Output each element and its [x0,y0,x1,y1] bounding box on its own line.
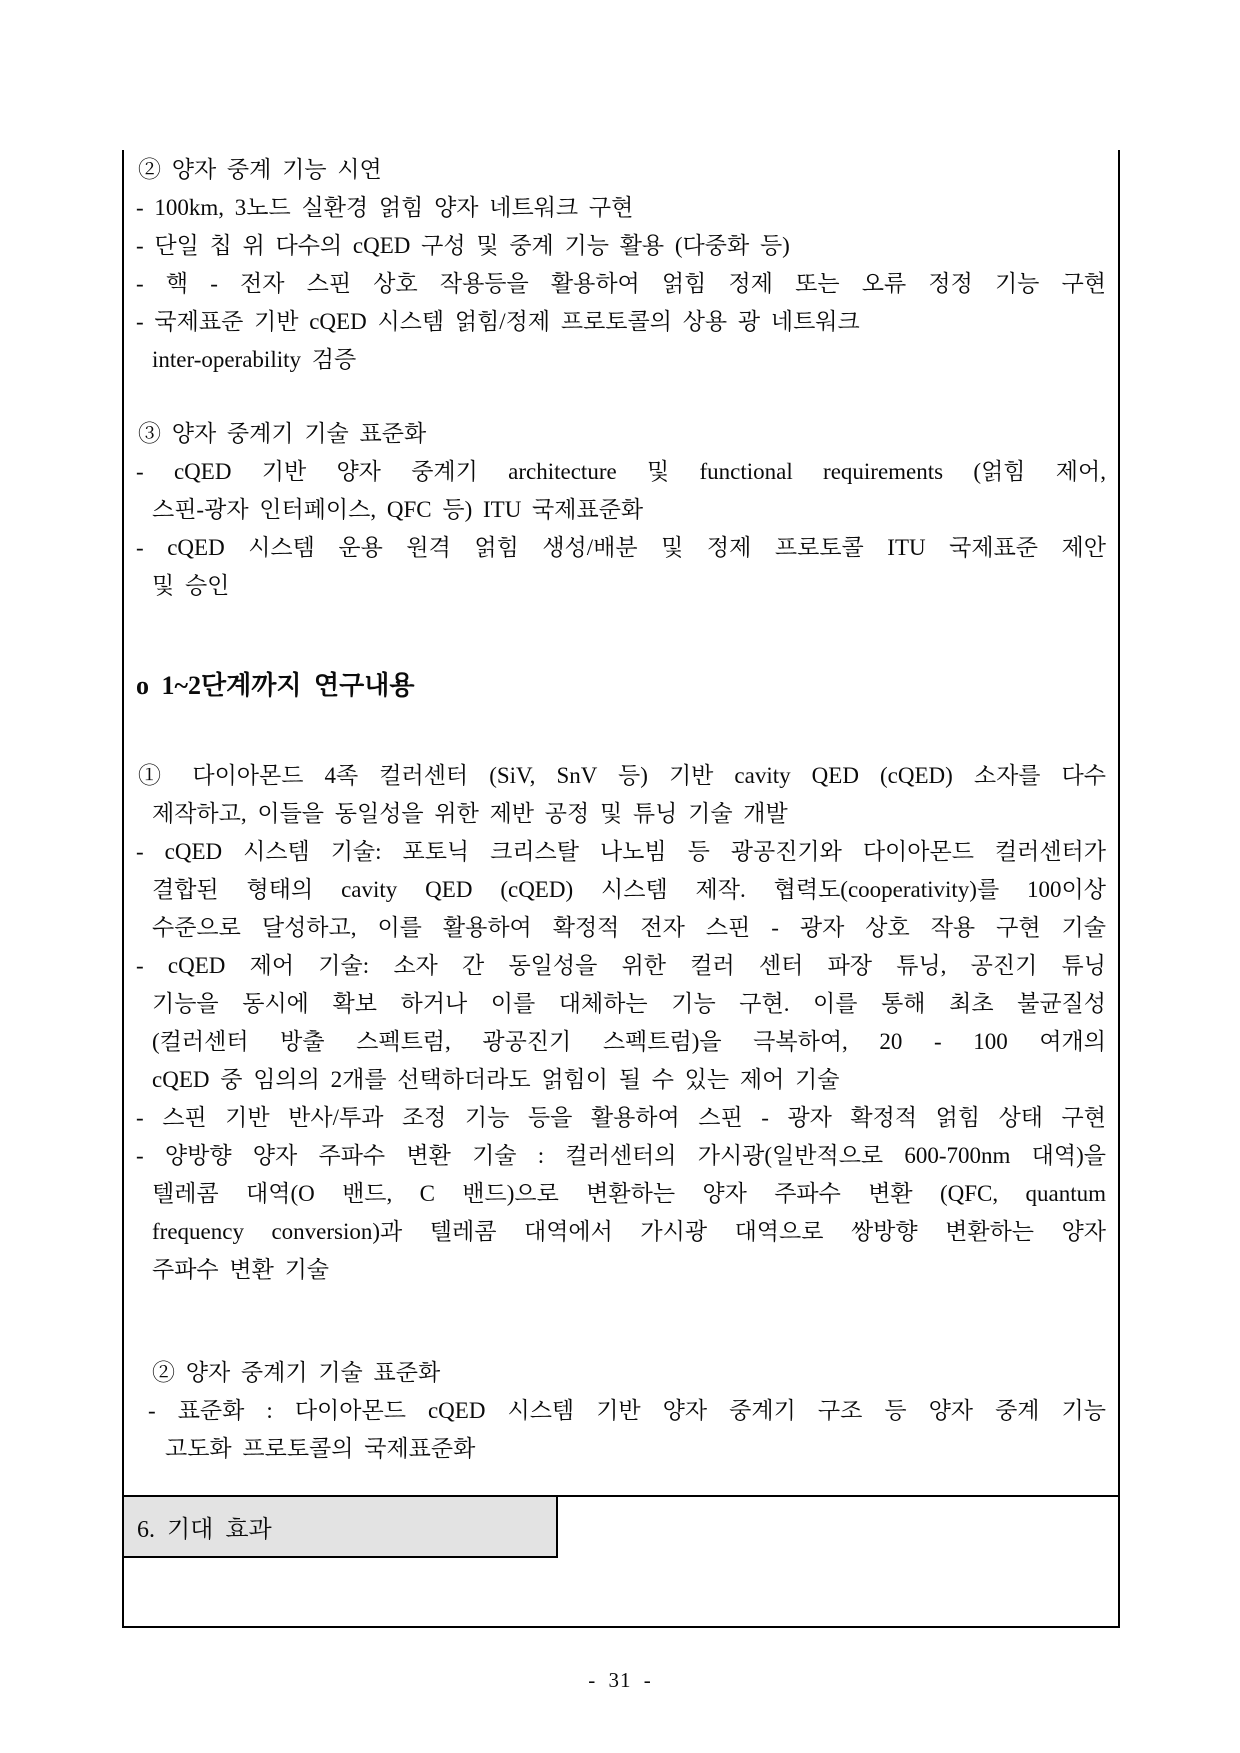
text-line: ② 양자 중계 기능 시연 [138,157,382,182]
section-header-expected-effects [124,1497,558,1558]
content-lines [124,150,1118,1468]
text-line: 수준으로 달성하고, 이를 활용하여 확정적 전자 스핀 - 광자 상호 작용 구현 기술 [152,915,1106,940]
content-table [122,150,1120,1628]
text-line: inter-operability 검증 [152,347,357,372]
section-gap [124,605,1118,665]
expected-effects-row [124,1497,1118,1624]
text-line: - cQED 시스템 기술: 포토닉 크리스탈 나노빔 등 광공진기와 다이아몬드 컬러센터가 [136,839,1106,864]
text-line: - cQED 시스템 운용 원격 얽힘 생성/배분 및 정제 프로토콜 ITU 국제표준 제안 [136,535,1106,560]
text-line: 및 승인 [152,573,230,598]
text-line: - 핵 - 전자 스핀 상호 작용등을 활용하여 얽힘 정제 또는 오류 정정 기능 구현 [136,271,1106,296]
section-gap [124,1289,1118,1354]
text-line: ① 다이아몬드 4족 컬러센터 (SiV, SnV 등) 기반 cavity QED (cQED) 소자를 다수 [138,763,1106,788]
page-number: - 31 - [588,1668,652,1692]
text-line: - cQED 기반 양자 중계기 architecture 및 functional requirements (얽힘 제어, [136,459,1106,484]
section-header-label: 6. 기대 효과 [137,1517,272,1543]
text-line: - 양방향 양자 주파수 변환 기술 : 컬러센터의 가시광(일반적으로 600-700nm 대역)을 [136,1143,1106,1168]
main-content-cell [124,150,1118,1497]
text-line: - 단일 칩 위 다수의 cQED 구성 및 중계 기능 활용 (다중화 등) [136,233,790,258]
text-line: ② 양자 중계기 기술 표준화 [152,1360,441,1385]
text-line: 결합된 형태의 cavity QED (cQED) 시스템 제작. 협력도(cooperativity)를 100이상 [152,877,1106,902]
text-line: 제작하고, 이들을 동일성을 위한 제반 공정 및 튜닝 기술 개발 [152,801,788,826]
text-line: 주파수 변환 기술 [152,1257,330,1282]
text-line: 기능을 동시에 확보 하거나 이를 대체하는 기능 구현. 이를 통해 최초 불균질성 [152,991,1106,1016]
text-line: - 표준화 : 다이아몬드 cQED 시스템 기반 양자 중계기 구조 등 양자 중계 기능 [148,1398,1106,1423]
text-line: 고도화 프로토콜의 국제표준화 [165,1436,476,1461]
text-line: - 스핀 기반 반사/투과 조정 기능 등을 활용하여 스핀 - 광자 확정적 얽힘 상태 구현 [136,1105,1106,1130]
text-line: - 100km, 3노드 실환경 얽힘 양자 네트워크 구현 [136,195,634,220]
text-line: frequency conversion)과 텔레콤 대역에서 가시광 대역으로 쌍방향 변환하는 양자 [152,1219,1106,1244]
text-line: 텔레콤 대역(O 밴드, C 밴드)으로 변환하는 양자 주파수 변환 (QFC, quantum [152,1181,1106,1206]
text-line: 스핀-광자 인터페이스, QFC 등) ITU 국제표준화 [152,497,644,522]
text-line: - cQED 제어 기술: 소자 간 동일성을 위한 컬러 센터 파장 튜닝, 공진기 튜닝 [136,953,1106,978]
text-line: - 국제표준 기반 cQED 시스템 얽힘/정제 프로토콜의 상용 광 네트워크 [136,309,860,334]
section-gap [124,707,1118,757]
text-line: cQED 중 임의의 2개를 선택하더라도 얽힘이 될 수 있는 제어 기술 [152,1067,840,1092]
text-line: (컬러센터 방출 스펙트럼, 광공진기 스펙트럼)을 극복하여, 20 - 100 여개의 [152,1029,1106,1054]
section-gap [124,379,1118,415]
text-line: ③ 양자 중계기 기술 표준화 [138,421,427,446]
section-heading: o 1~2단계까지 연구내용 [136,671,415,700]
